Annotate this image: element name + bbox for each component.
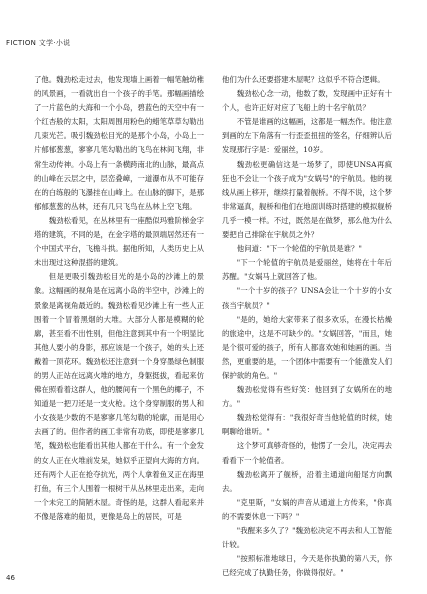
- paragraph: 不管是谁画的这幅画，这都是一幅杰作。他注意到画的左下角落有一行歪歪扭扭的签名，仔细辨认后发现那行字是：爱丽丝，10岁。: [222, 117, 393, 155]
- paragraph: 魏劲松心念一动，他数了数，发现画中正好有十个人，也许正好对应了飞船上的十名宇航员？: [222, 89, 393, 113]
- paragraph: 他问道："下一个轮值的宇航员是谁？": [236, 244, 362, 254]
- paragraph: 他们为什么还要搭建木屋呢？这似乎不符合逻辑。: [222, 75, 385, 84]
- left-text-column: [34, 73, 204, 524]
- page-number: 46: [6, 574, 15, 582]
- paragraph: "下一个轮值的宇航员是爱丽丝，她将在十年后苏醒。"女娲马上就回答了他。: [222, 258, 392, 282]
- paragraph: 魏劲松觉得有些好笑：他回到了女娲所在的地方。": [222, 385, 392, 409]
- paragraph: 这个梦可真够奇怪的，他愣了一会儿，决定再去看看下一个轮值者。: [222, 441, 393, 465]
- paragraph: "按照标准地球日，今天是你执勤的第八天，你已经完成了执勤任务，你做得很好。": [222, 554, 392, 578]
- magazine-section-header: FICTION 文学·小说: [6, 39, 71, 47]
- paragraph: 但是更吸引魏劲松目光的是小岛的沙滩上的景象。这幅画的视角是在远离小岛的半空中，沙滩上的景象是离视角最近的。魏劲松看见沙滩上有一些人正围着一个冒着黑烟的大堆。大部分人都是模糊的轮廓，甚至看不出性别，但他注意到其中有一个明显比其他人要小的身影，那应该是一个孩子，她的头上还戴着一顶花环。魏劲松还注意到一个身穿墨绿色制服的男人正站在远离火堆的地方，身躯挺拔，看起来仿佛在照看着这群人，他的腰间有一个黑色的椰子，不知道是一把刀还是一支火枪。这个身穿制服的男人和小女孩是少数的不是寥寥几笔勾勒的轮廓，而是用心去画了的。但作者的画工非常有功底，即使是寥寥几笔，魏劲松也能看出其他人都在干什么。有一个金发的女人正在火堆前发呆，她似乎正望向大海的方向。还有两个人正在抢夺抗光，两个人拿着鱼叉正在海里打鱼，有三个人围着一根树干从丛林里走出来，走向一个未完工的简陋木屋。奇怪的是，这群人看起来并不像是落难的船员，更像是岛上的居民，可是: [34, 272, 204, 521]
- paragraph: "是的，她给大家带来了很多欢乐，在漫长枯燥的旅途中，这是不可缺少的。"女娲回答，"而且，她是个很可爱的孩子，所有人都喜欢她和她画的画。当然，更重要的是，一个团体中需要有一个能激发人们保护欲的角色。": [222, 314, 392, 380]
- paragraph: 魏劲松看见，在丛林里有一座酷似玛雅阶梯金字塔的建筑，不同的是，在金字塔的最顶端居然还有一个中国式平台，飞檐斗拱。据他所知，人类历史上从未出现过这种混搭的建筑。: [34, 215, 205, 268]
- paragraph: "我醒来多久了？"魏劲松决定不再去和人工智能计较。: [222, 526, 392, 550]
- paragraph: 魏劲松更确信这是一场梦了，即使UNSA再疯狂也不会让一个孩子成为"女娲号"的宇航员。他的视线从画上移开，继续打量着舰桥。不得不说，这个梦非常逼真，舰桥和他们在地面训练时搭建的模拟舰桥几乎一模一样。不过，既然是在做梦，那么他为什么要把自己排除在宇航员之外？: [222, 159, 392, 240]
- paragraph: 魏劲松离开了舰桥，沿着主通道向船尾方向飘去。: [222, 469, 392, 493]
- paragraph: 了他。魏劲松走过去，他发现墙上画着一幅笔触幼稚的风景画，一看就出自一个孩子的手笔。那幅画描绘了一片蓝色的大海和一个小岛，碧蓝色的天空中有一个红杏般的太阳，太阳周围用粉色的蜡笔草草勾勒出几束光芒。吸引魏劲松目光的是那个小岛，小岛上一片郁郁葱葱，寥寥几笔勾勒出的飞鸟在林间飞翔，非常生动传神。小岛上有一条横跨南北的山脉，最高点的山峰在云层之中，层峦叠嶂，一道瀑布从不可能存在的白练般的飞瀑挂在山峰上。在山脉的脚下，是那郁郁葱葱的丛林，还有几只飞鸟在丛林上空飞翔。: [34, 75, 204, 211]
- paragraph: "一个十岁的孩子？UNSA会让一个十岁的小女孩当宇航员？": [222, 286, 392, 310]
- paragraph: 魏劲松觉得有："我很好奇当他轮值的时候，她啊聊给谁听。": [222, 413, 392, 437]
- paragraph: "克里斯，"女娲的声音从通道上方传来，"你真的不需要休息一下吗？": [222, 497, 392, 521]
- right-text-column: [222, 73, 392, 580]
